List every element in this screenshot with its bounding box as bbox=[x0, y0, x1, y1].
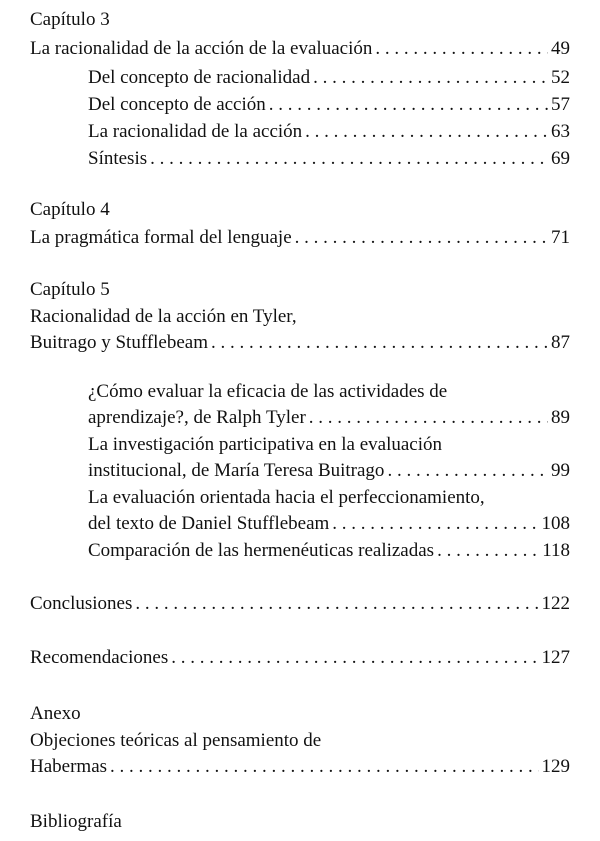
dot-leader bbox=[313, 67, 548, 90]
toc-entry-page: 127 bbox=[541, 647, 570, 668]
toc-entry-title: del texto de Daniel Stufflebeam bbox=[88, 513, 330, 534]
toc-entry-title: Comparación de las hermenéuticas realizadas bbox=[88, 540, 435, 561]
toc-entry-title: institucional, de María Teresa Buitrago bbox=[88, 460, 385, 481]
toc-entry-chapter-3[interactable] bbox=[30, 38, 570, 61]
toc-entry-page: 71 bbox=[551, 227, 570, 248]
toc-entry-page: 122 bbox=[541, 593, 570, 614]
dot-leader bbox=[171, 647, 538, 670]
dot-leader bbox=[150, 148, 548, 171]
dot-leader bbox=[375, 38, 548, 61]
dot-leader bbox=[295, 227, 548, 250]
toc-entry-title: Del concepto de acción bbox=[88, 94, 266, 115]
chapter-5-heading: Capítulo 5 bbox=[30, 279, 110, 300]
toc-subentry-line1: ¿Cómo evaluar la eficacia de las actividades de bbox=[88, 381, 448, 402]
toc-entry-annex-line1: Objeciones teóricas al pensamiento de bbox=[30, 730, 322, 751]
dot-leader bbox=[309, 407, 548, 430]
dot-leader bbox=[387, 460, 548, 483]
toc-entry-recommendations[interactable] bbox=[30, 647, 570, 670]
chapter-4-heading: Capítulo 4 bbox=[30, 199, 110, 220]
toc-entry-title: Habermas bbox=[30, 756, 108, 777]
bibliography-heading[interactable]: Bibliografía bbox=[30, 811, 122, 832]
toc-subentry[interactable] bbox=[88, 513, 570, 536]
toc-entry-title: La racionalidad de la acción bbox=[88, 121, 303, 142]
toc-subentry[interactable] bbox=[88, 407, 570, 430]
toc-entry-page: 57 bbox=[551, 94, 570, 115]
toc-entry-page: 52 bbox=[551, 67, 570, 88]
toc-entry-title: Del concepto de racionalidad bbox=[88, 67, 311, 88]
chapter-3-heading: Capítulo 3 bbox=[30, 9, 110, 30]
dot-leader bbox=[332, 513, 538, 536]
toc-entry-chapter-5-line1: Racionalidad de la acción en Tyler, bbox=[30, 306, 297, 327]
toc-entry-page: 89 bbox=[551, 407, 570, 428]
dot-leader bbox=[135, 593, 538, 616]
toc-entry-page: 49 bbox=[551, 38, 570, 59]
toc-subentry[interactable] bbox=[88, 540, 570, 563]
toc-entry-title: Conclusiones bbox=[30, 593, 133, 614]
toc-entry-page: 63 bbox=[551, 121, 570, 142]
toc-entry-page: 99 bbox=[551, 460, 570, 481]
toc-entry-page: 69 bbox=[551, 148, 570, 169]
toc-subentry[interactable] bbox=[88, 94, 570, 117]
annex-heading: Anexo bbox=[30, 703, 81, 724]
dot-leader bbox=[269, 94, 548, 117]
toc-entry-title: Buitrago y Stufflebeam bbox=[30, 332, 209, 353]
toc-entry-title: Síntesis bbox=[88, 148, 148, 169]
toc-entry-page: 129 bbox=[541, 756, 570, 777]
dot-leader bbox=[305, 121, 548, 144]
toc-entry-page: 87 bbox=[551, 332, 570, 353]
toc-subentry[interactable] bbox=[88, 67, 570, 90]
toc-entry-chapter-5[interactable] bbox=[30, 332, 570, 355]
toc-entry-conclusions[interactable] bbox=[30, 593, 570, 616]
toc-entry-title: La pragmática formal del lenguaje bbox=[30, 227, 292, 248]
toc-entry-title: Recomendaciones bbox=[30, 647, 169, 668]
toc-entry-title: La racionalidad de la acción de la evaluación bbox=[30, 38, 373, 59]
dot-leader bbox=[437, 540, 539, 563]
toc-subentry[interactable] bbox=[88, 148, 570, 171]
toc-entry-chapter-4[interactable] bbox=[30, 227, 570, 250]
toc-entry-annex[interactable] bbox=[30, 756, 570, 779]
toc-subentry[interactable] bbox=[88, 121, 570, 144]
toc-subentry[interactable] bbox=[88, 460, 570, 483]
dot-leader bbox=[211, 332, 548, 355]
toc-subentry-line1: La evaluación orientada hacia el perfeccionamiento, bbox=[88, 487, 485, 508]
toc-subentry-line1: La investigación participativa en la evaluación bbox=[88, 434, 442, 455]
toc-entry-title: aprendizaje?, de Ralph Tyler bbox=[88, 407, 306, 428]
dot-leader bbox=[110, 756, 538, 779]
toc-entry-page: 118 bbox=[542, 540, 570, 561]
toc-entry-page: 108 bbox=[541, 513, 570, 534]
